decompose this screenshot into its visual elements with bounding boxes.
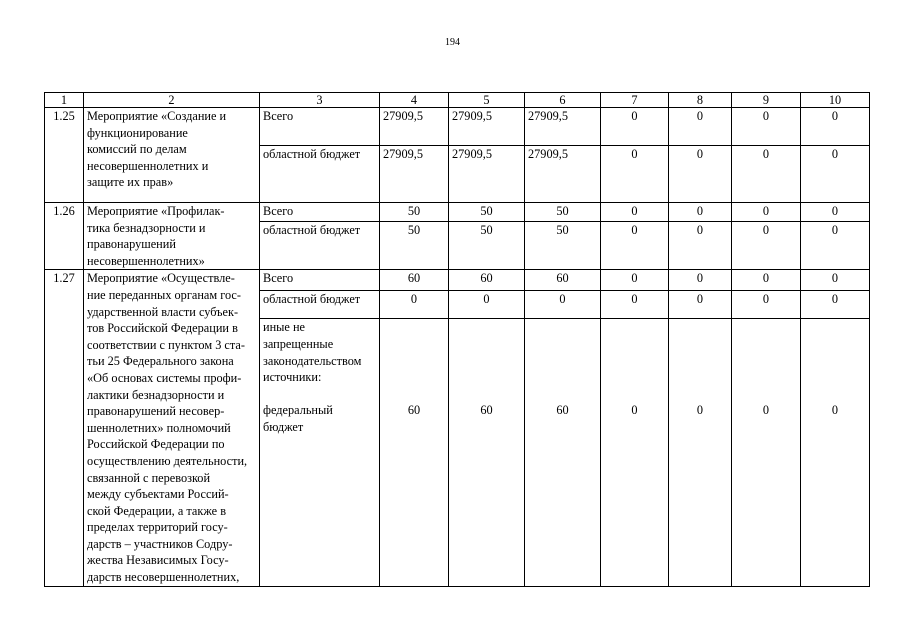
funding-source: областной бюджет: [260, 146, 380, 203]
value-cell: 0: [732, 319, 801, 586]
activity-name-line: тика безнадзорности и: [87, 220, 206, 235]
funding-source: Всего: [260, 270, 380, 291]
activity-name-line: ударственной власти субъек-: [87, 304, 239, 319]
value-cell: 0: [525, 291, 601, 319]
value-cell: 50: [525, 203, 601, 222]
value-cell: 50: [380, 222, 449, 270]
value-cell: 50: [449, 222, 525, 270]
value-cell: 0: [669, 270, 732, 291]
value-cell: 0: [801, 291, 870, 319]
column-number-header: 7: [601, 93, 669, 108]
activity-name-line: функционирование: [87, 125, 188, 140]
value-cell: 27909,5: [449, 108, 525, 146]
value-cell: 0: [801, 222, 870, 270]
value-cell: 0: [732, 108, 801, 146]
activity-name-line: Мероприятие «Осуществле-: [87, 271, 235, 286]
value-cell: 0: [601, 203, 669, 222]
value-cell: 0: [801, 319, 870, 586]
activity-name-line: Мероприятие «Создание и: [87, 109, 227, 123]
column-number-header: 2: [84, 93, 260, 108]
value-cell: 0: [732, 291, 801, 319]
value-cell: 27909,5: [525, 108, 601, 146]
activity-name-line: комиссий по делам: [87, 142, 187, 157]
activity-name-line: ской Федерации, а также в: [87, 503, 226, 518]
value-cell: 0: [801, 270, 870, 291]
value-cell: 50: [380, 203, 449, 222]
activity-name-line: правонарушений: [87, 237, 176, 252]
value-cell: 0: [601, 270, 669, 291]
value-cell: 0: [669, 108, 732, 146]
column-number-header: 6: [525, 93, 601, 108]
value-cell: 0: [732, 222, 801, 270]
table-row: [45, 270, 870, 291]
value-cell: 0: [669, 222, 732, 270]
activity-name-line: защите их прав»: [87, 175, 174, 190]
column-number-header: 9: [732, 93, 801, 108]
activity-name-line: осуществлению деятельности,: [87, 453, 248, 468]
activity-name-line: тьи 25 Федерального закона: [87, 354, 234, 369]
value-cell: 60: [380, 319, 449, 586]
funding-source-line: бюджет: [263, 419, 304, 434]
activity-name-line: дарств несовершеннолетних,: [87, 570, 240, 585]
value-cell: 0: [380, 291, 449, 319]
value-cell: 60: [449, 319, 525, 586]
activity-name-line: соответствии с пунктом 3 ста-: [87, 337, 245, 352]
column-number-header: 3: [260, 93, 380, 108]
activity-name-line: связанной с перевозкой: [87, 470, 211, 485]
activity-name-line: Российской Федерации по: [87, 437, 225, 452]
activity-name: [84, 108, 260, 203]
column-number-header: 1: [45, 93, 84, 108]
activity-name-line: дарств – участников Содру-: [87, 536, 233, 551]
funding-source-line: законодательством: [263, 353, 362, 368]
activity-name-line: ние переданных органам гос-: [87, 287, 241, 302]
funding-source: Всего: [260, 203, 380, 222]
value-cell: 0: [601, 146, 669, 203]
funding-source-line: запрещенные: [263, 336, 334, 351]
value-cell: 60: [380, 270, 449, 291]
value-cell: 0: [669, 319, 732, 586]
value-cell: 0: [732, 146, 801, 203]
value-cell: 0: [669, 203, 732, 222]
column-number-header: 10: [801, 93, 870, 108]
value-cell: 0: [601, 108, 669, 146]
activity-name-line: пределах территорий госу-: [87, 520, 228, 535]
column-number-header-row: [45, 93, 870, 108]
activity-name-line: лактики безнадзорности и: [87, 387, 225, 402]
value-cell: 0: [669, 146, 732, 203]
funding-source: [260, 319, 380, 586]
column-number-header: 5: [449, 93, 525, 108]
value-cell: 0: [732, 203, 801, 222]
row-number: 1.27: [45, 270, 84, 586]
table-row: [45, 108, 870, 146]
funding-source: областной бюджет: [260, 222, 380, 270]
activity-name: [84, 270, 260, 586]
value-cell: 60: [525, 270, 601, 291]
activity-name-line: жества Независимых Госу-: [87, 553, 229, 568]
funding-source: областной бюджет: [260, 291, 380, 319]
value-cell: 50: [449, 203, 525, 222]
value-cell: 0: [449, 291, 525, 319]
column-number-header: 8: [669, 93, 732, 108]
row-number: 1.26: [45, 203, 84, 270]
budget-table: [44, 92, 870, 587]
funding-source: Всего: [260, 108, 380, 146]
value-cell: 0: [801, 146, 870, 203]
funding-source-line: [263, 386, 376, 403]
activity-name-line: Мероприятие «Профилак-: [87, 204, 225, 218]
value-cell: 27909,5: [380, 108, 449, 146]
funding-source-line: иные не: [263, 320, 305, 335]
value-cell: 27909,5: [449, 146, 525, 203]
value-cell: 0: [801, 203, 870, 222]
value-cell: 60: [449, 270, 525, 291]
page-number: 194: [445, 37, 460, 48]
activity-name-line: между субъектами Россий-: [87, 487, 229, 502]
value-cell: 60: [525, 319, 601, 586]
value-cell: 0: [601, 319, 669, 586]
row-number: 1.25: [45, 108, 84, 203]
activity-name-line: несовершеннолетних»: [87, 253, 205, 268]
activity-name-line: правонарушений несовер-: [87, 404, 225, 419]
value-cell: 0: [801, 108, 870, 146]
table-row: [45, 203, 870, 222]
activity-name-line: тов Российской Федерации в: [87, 321, 238, 336]
activity-name-line: «Об основах системы профи-: [87, 370, 242, 385]
column-number-header: 4: [380, 93, 449, 108]
funding-source-line: источники:: [263, 370, 322, 385]
activity-name-line: несовершеннолетних и: [87, 158, 209, 173]
value-cell: 0: [601, 222, 669, 270]
value-cell: 0: [669, 291, 732, 319]
value-cell: 50: [525, 222, 601, 270]
activity-name-line: шеннолетних» полномочий: [87, 420, 231, 435]
value-cell: 27909,5: [380, 146, 449, 203]
funding-source-line: федеральный: [263, 403, 333, 418]
value-cell: 0: [732, 270, 801, 291]
value-cell: 0: [601, 291, 669, 319]
activity-name: [84, 203, 260, 270]
value-cell: 27909,5: [525, 146, 601, 203]
